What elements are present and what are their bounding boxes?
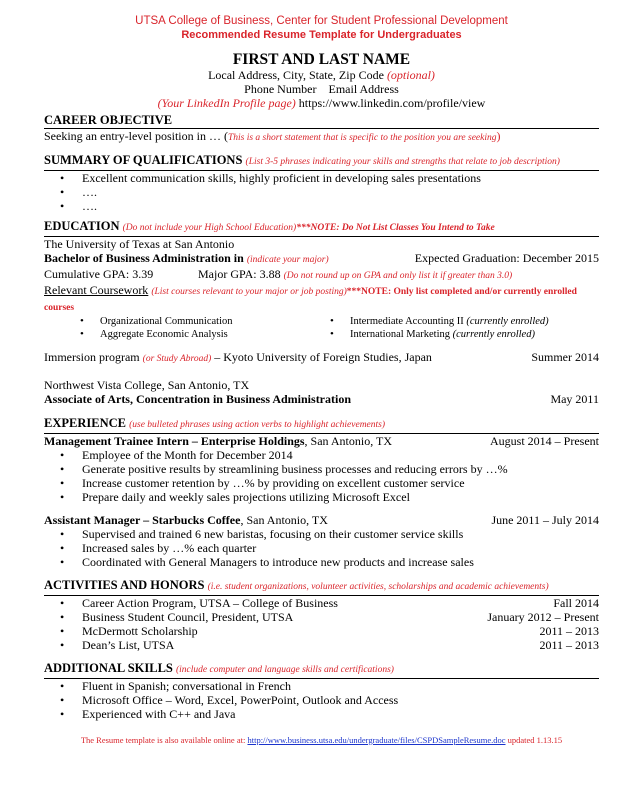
- org-header: UTSA College of Business, Center for Student Professional Development: [135, 15, 508, 27]
- list-item: • Dean’s List, UTSA 2011 – 2013: [82, 638, 599, 652]
- list-item: • Supervised and trained 6 new baristas, focusing on their customer service skills: [82, 527, 599, 541]
- school-name: The University of Texas at San Antonio: [44, 237, 235, 251]
- footer-note: The Resume template is also available online at: http://www.business.utsa.edu/undergraduate/files/CSPDSampleResume.doc updated 1.13.15: [80, 735, 563, 745]
- list-item: • Coordinated with General Managers to introduce new products and increase sales: [82, 555, 599, 569]
- list-item: • Microsoft Office – Word, Excel, PowerPoint, Outlook and Access: [82, 693, 599, 707]
- course-item: • International Marketing (currently enrolled): [350, 328, 549, 341]
- education-heading: EDUCATION (Do not include your High School Education)***NOTE: Do Not List Classes You Intend to Take: [44, 219, 599, 237]
- college2-name: Northwest Vista College, San Antonio, TX: [44, 378, 250, 392]
- address-line: Local Address, City, State, Zip Code (optional): [208, 68, 435, 82]
- list-item: • Career Action Program, UTSA – College of Business Fall 2014: [82, 596, 599, 610]
- skills-list: [44, 679, 599, 721]
- course-item: • Aggregate Economic Analysis: [100, 328, 350, 341]
- template-link[interactable]: http://www.business.utsa.edu/undergraduate/files/CSPDSampleResume.doc: [247, 735, 506, 745]
- objective-text: Seeking an entry-level position in … (This is a short statement that is specific to the position you are seeking): [44, 129, 501, 143]
- experience-heading: EXPERIENCE (use bulleted phrases using action verbs to highlight achievements): [44, 416, 599, 434]
- objective-heading: CAREER OBJECTIVE: [44, 113, 599, 129]
- coursework-row: Relevant Coursework (List courses relevant to your major or job posting)***NOTE: Only list completed and/or currently enrolled courses: [44, 283, 577, 313]
- list-item: • Increased sales by …% each quarter: [82, 541, 599, 555]
- phone-email-line: Phone Number Email Address: [244, 82, 399, 96]
- summary-heading: SUMMARY OF QUALIFICATIONS (List 3-5 phrases indicating your skills and strengths that relate to job description): [44, 153, 599, 171]
- immersion-row: Immersion program (or Study Abroad) – Kyoto University of Foreign Studies, Japan Summer 2014: [44, 350, 599, 364]
- graduation-date: Expected Graduation: December 2015: [414, 251, 599, 265]
- list-item: • Excellent communication skills, highly proficient in developing sales presentations: [82, 171, 599, 185]
- list-item: • Prepare daily and weekly sales projections utilizing Microsoft Excel: [82, 490, 599, 504]
- list-item: • Increase customer retention by …% by providing on excellent customer service: [82, 476, 599, 490]
- candidate-name: FIRST AND LAST NAME: [232, 51, 411, 68]
- list-item: • Fluent in Spanish; conversational in French: [82, 679, 599, 693]
- skills-heading: ADDITIONAL SKILLS (include computer and language skills and certifications): [44, 661, 599, 679]
- linkedin-line: (Your LinkedIn Profile page) https://www.linkedin.com/profile/view: [157, 96, 486, 110]
- course-item: • Intermediate Accounting II (currently enrolled): [350, 315, 549, 328]
- list-item: • Experienced with C++ and Java: [82, 707, 599, 721]
- gpa-row: Cumulative GPA: 3.39 Major GPA: 3.88 (Do not round up on GPA and only list it if greater than 3.0): [44, 267, 513, 281]
- summary-list: [44, 171, 599, 213]
- list-item: • Generate positive results by streamlining business processes and reducing errors by …%: [82, 462, 599, 476]
- job-bullets: [44, 448, 599, 504]
- list-item: • Business Student Council, President, UTSA January 2012 – Present: [82, 610, 599, 624]
- template-subtitle: Recommended Resume Template for Undergraduates: [181, 29, 462, 41]
- degree-row: Bachelor of Business Administration in (indicate your major) Expected Graduation: December 2015: [44, 251, 599, 265]
- list-item: • McDermott Scholarship 2011 – 2013: [82, 624, 599, 638]
- degree2-row: Associate of Arts, Concentration in Business Administration May 2011: [44, 392, 599, 406]
- course-item: • Organizational Communication: [100, 315, 350, 328]
- list-item: • ….: [82, 185, 599, 199]
- list-item: • Employee of the Month for December 2014: [82, 448, 599, 462]
- job-bullets: [44, 527, 599, 569]
- linkedin-link[interactable]: https://www.linkedin.com/profile/view: [298, 96, 486, 110]
- job-header: Management Trainee Intern – Enterprise Holdings, San Antonio, TX August 2014 – Present: [44, 434, 599, 448]
- list-item: • ….: [82, 199, 599, 213]
- activities-heading: ACTIVITIES AND HONORS (i.e. student organizations, volunteer activities, scholarships and academic achievements): [44, 578, 599, 596]
- coursework-list: [44, 315, 599, 341]
- activities-list: [44, 596, 599, 652]
- job-header: Assistant Manager – Starbucks Coffee, San Antonio, TX June 2011 – July 2014: [44, 513, 599, 527]
